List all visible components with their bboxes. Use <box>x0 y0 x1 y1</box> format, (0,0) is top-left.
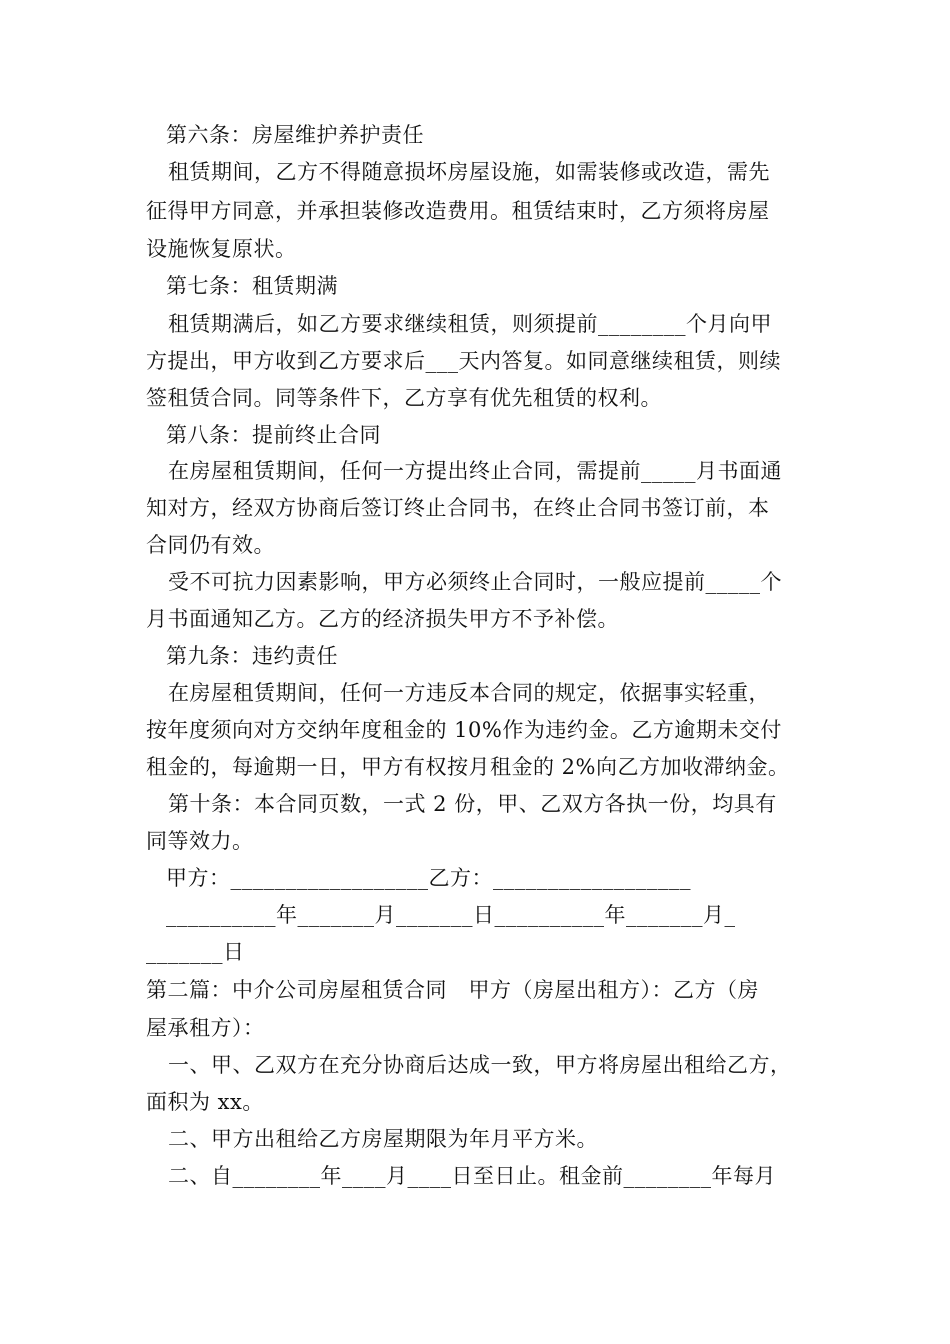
article-7-heading: 第七条：租赁期满 <box>166 274 338 298</box>
article-7-paragraph-line: 方提出，甲方收到乙方要求后___天内答复。如同意继续租赁，则续 <box>146 349 781 373</box>
clause-2b-line: 二、自________年____月____日至日止。租金前________年每月 <box>168 1164 776 1188</box>
signature-parties-line: 甲方：__________________乙方：__________________ <box>166 866 691 890</box>
article-6-paragraph-line: 征得甲方同意，并承担装修改造费用。租赁结束时，乙方须将房屋 <box>146 199 770 223</box>
signature-date-line: _______日 <box>146 940 245 964</box>
article-8-paragraph-line: 知对方，经双方协商后签订终止合同书，在终止合同书签订前，本 <box>146 496 770 520</box>
article-7-paragraph-line: 租赁期满后，如乙方要求继续租赁，则须提前________个月向甲 <box>168 312 772 336</box>
clause-1-line: 一、甲、乙双方在充分协商后达成一致，甲方将房屋出租给乙方， <box>168 1053 792 1077</box>
article-8-paragraph-line: 受不可抗力因素影响，甲方必须终止合同时，一般应提前_____个 <box>168 570 782 594</box>
second-contract-heading: 第二篇：中介公司房屋租赁合同 甲方（房屋出租方）：乙方（房 <box>146 978 759 1002</box>
article-9-paragraph-line: 在房屋租赁期间，任何一方违反本合同的规定，依据事实轻重， <box>168 681 770 705</box>
article-6-heading: 第六条：房屋维护养护责任 <box>166 123 424 147</box>
article-9-heading: 第九条：违约责任 <box>166 644 338 668</box>
article-6-paragraph-line: 设施恢复原状。 <box>146 237 297 261</box>
article-10-line: 同等效力。 <box>146 829 254 853</box>
article-8-paragraph-line: 月书面通知乙方。乙方的经济损失甲方不予补偿。 <box>146 607 619 631</box>
article-9-paragraph-line: 按年度须向对方交纳年度租金的 10%作为违约金。乙方逾期未交付 <box>146 718 782 742</box>
article-8-heading: 第八条：提前终止合同 <box>166 423 381 447</box>
signature-date-line: __________年_______月_______日__________年_______月_ <box>166 903 736 927</box>
article-9-paragraph-line: 租金的，每逾期一日，甲方有权按月租金的 2%向乙方加收滞纳金。 <box>146 755 790 779</box>
clause-1-line: 面积为 xx。 <box>146 1090 264 1114</box>
article-7-paragraph-line: 签租赁合同。同等条件下，乙方享有优先租赁的权利。 <box>146 386 662 410</box>
second-contract-heading: 屋承租方）： <box>146 1016 265 1040</box>
article-10-line: 第十条：本合同页数，一式 2 份，甲、乙双方各执一份，均具有 <box>168 792 777 816</box>
article-8-paragraph-line: 合同仍有效。 <box>146 533 275 557</box>
article-8-paragraph-line: 在房屋租赁期间，任何一方提出终止合同，需提前_____月书面通 <box>168 459 782 483</box>
clause-2-line: 二、甲方出租给乙方房屋期限为年月平方米。 <box>168 1127 598 1151</box>
article-6-paragraph-line: 租赁期间，乙方不得随意损坏房屋设施，如需装修或改造，需先 <box>168 160 770 184</box>
